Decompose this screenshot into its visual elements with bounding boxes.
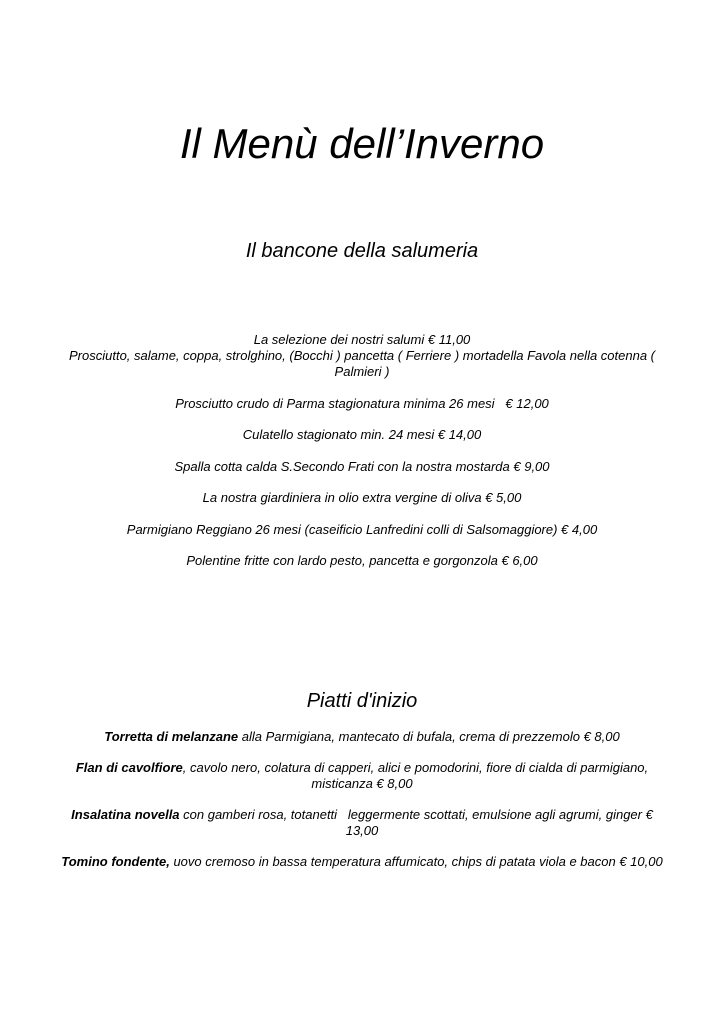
item-text: La nostra giardiniera in olio extra vergine di oliva € 5,00 [202,490,522,505]
list-item [60,427,664,443]
dish-name: Flan di cavolfiore [75,760,183,775]
dish-description: con gamberi rosa, totanetti leggermente scottati, emulsione agli agrumi, ginger € 13,00 [179,807,657,838]
list-item [60,490,664,506]
salumeria-list [60,332,664,585]
dish-description: uovo cremoso in bassa temperatura affumicato, chips di patata viola e bacon € 10,00 [169,854,663,869]
item-title: La selezione dei nostri salumi € 11,00 [253,332,471,347]
dish-name: Insalatina novella [71,807,180,822]
list-item [56,807,668,839]
list-item [60,332,664,380]
section-heading-piatti-inizio: Piatti d'inizio [306,690,418,712]
piatti-inizio-list [56,729,668,885]
list-item [60,522,664,538]
dish-name: Tomino fondente, [61,854,170,869]
list-item [60,459,664,475]
list-item [56,729,668,745]
item-text: Spalla cotta calda S.Secondo Frati con la nostra mostarda € 9,00 [174,458,550,474]
section-heading-salumeria: Il bancone della salumeria [245,240,479,262]
list-item [56,854,668,870]
item-text: Prosciutto crudo di Parma stagionatura minima 26 mesi € 12,00 [175,395,549,411]
dish-description: alla Parmigiana, mantecato di bufala, crema di prezzemolo € 8,00 [238,729,620,744]
item-text: Parmigiano Reggiano 26 mesi (caseificio Lanfredini colli di Salsomaggiore) € 4,00 [126,521,598,537]
dish-description: , cavolo nero, colatura di capperi, alici e pomodorini, fiore di cialda di parmigiano, misticanza € 8,00 [182,760,652,791]
list-item [60,553,664,569]
item-text: Culatello stagionato min. 24 mesi € 14,00 [242,427,482,442]
item-text: Polentine fritte con lardo pesto, pancetta e gorgonzola € 6,00 [186,553,538,568]
menu-title: Il Menù dell’Inverno [179,120,545,167]
dish-name: Torretta di melanzane [104,729,239,744]
list-item [60,396,664,412]
item-description: Prosciutto, salame, coppa, strolghino, (Bocchi ) pancetta ( Ferriere ) mortadella Favola nella cotenna ( Palmieri ) [69,348,655,379]
list-item [56,760,668,792]
